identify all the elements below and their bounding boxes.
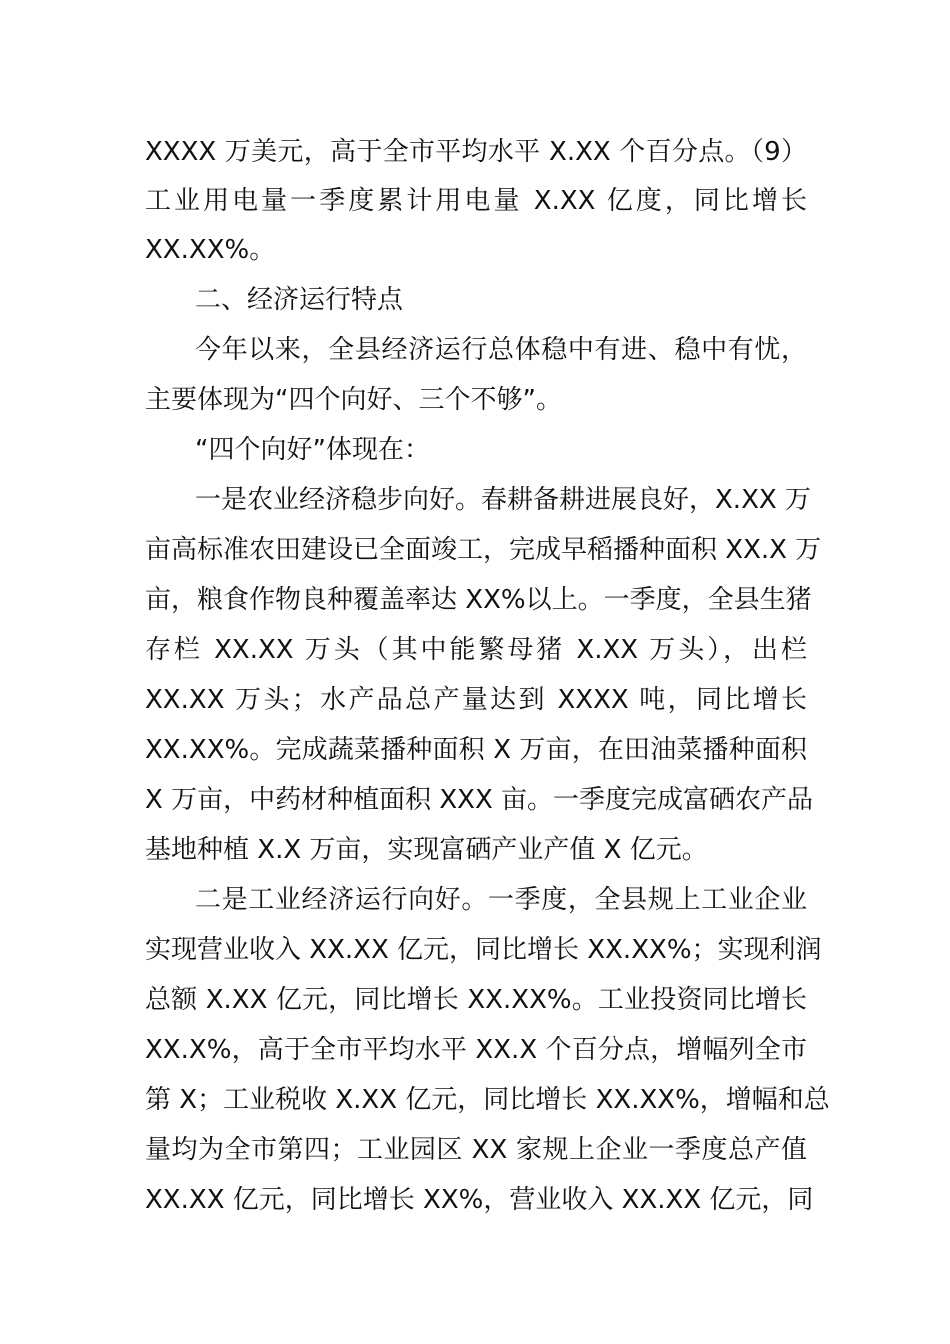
text-line: 基地种植 X.X 万亩，实现富硒产业产值 X 亿元。 (145, 835, 708, 865)
text-line: 总额 X.XX 亿元，同比增长 XX.XX%。工业投资同比增长 (145, 985, 807, 1015)
text-line: X 万亩，中药材种植面积 XXX 亩。一季度完成富硒农产品 (145, 785, 814, 815)
text-line: 存栏 XX.XX 万头（其中能繁母猪 X.XX 万头），出栏 (145, 635, 807, 665)
text-line: XX.XX%。 (145, 235, 276, 265)
text-line: XX.XX 万头；水产品总产量达到 XXXX 吨，同比增长 (145, 685, 807, 715)
text-line: 主要体现为“四个向好、三个不够”。 (145, 385, 562, 415)
text-line: 亩，粮食作物良种覆盖率达 XX%以上。一季度，全县生猪 (145, 585, 812, 615)
text-line: 第 X；工业税收 X.XX 亿元，同比增长 XX.XX%，增幅和总 (145, 1085, 830, 1115)
text-line: 量均为全市第四；工业园区 XX 家规上企业一季度总产值 (145, 1135, 807, 1165)
text-line: XX.XX 亿元，同比增长 XX%，营业收入 XX.XX 亿元，同 (145, 1185, 814, 1215)
section-heading: 二、经济运行特点 (195, 285, 404, 315)
text-line: 工业用电量一季度累计用电量 X.XX 亿度，同比增长 (145, 186, 807, 216)
text-line: 今年以来，全县经济运行总体稳中有进、稳中有忧， (195, 335, 807, 365)
text-line: XXXX 万美元，高于全市平均水平 X.XX 个百分点。（9） (145, 137, 807, 167)
text-line: 二是工业经济运行向好。一季度，全县规上工业企业 (195, 885, 807, 915)
text-line: XX.X%，高于全市平均水平 XX.X 个百分点，增幅列全市 (145, 1035, 807, 1065)
text-line: 亩高标准农田建设已全面竣工，完成早稻播种面积 XX.X 万 (145, 535, 822, 565)
text-line: XX.XX%。完成蔬菜播种面积 X 万亩，在田油菜播种面积 (145, 735, 807, 765)
text-line: “四个向好”体现在： (195, 435, 430, 465)
text-line: 实现营业收入 XX.XX 亿元，同比增长 XX.XX%；实现利润 (145, 935, 822, 965)
text-line: 一是农业经济稳步向好。春耕备耕进展良好，X.XX 万 (195, 485, 811, 515)
